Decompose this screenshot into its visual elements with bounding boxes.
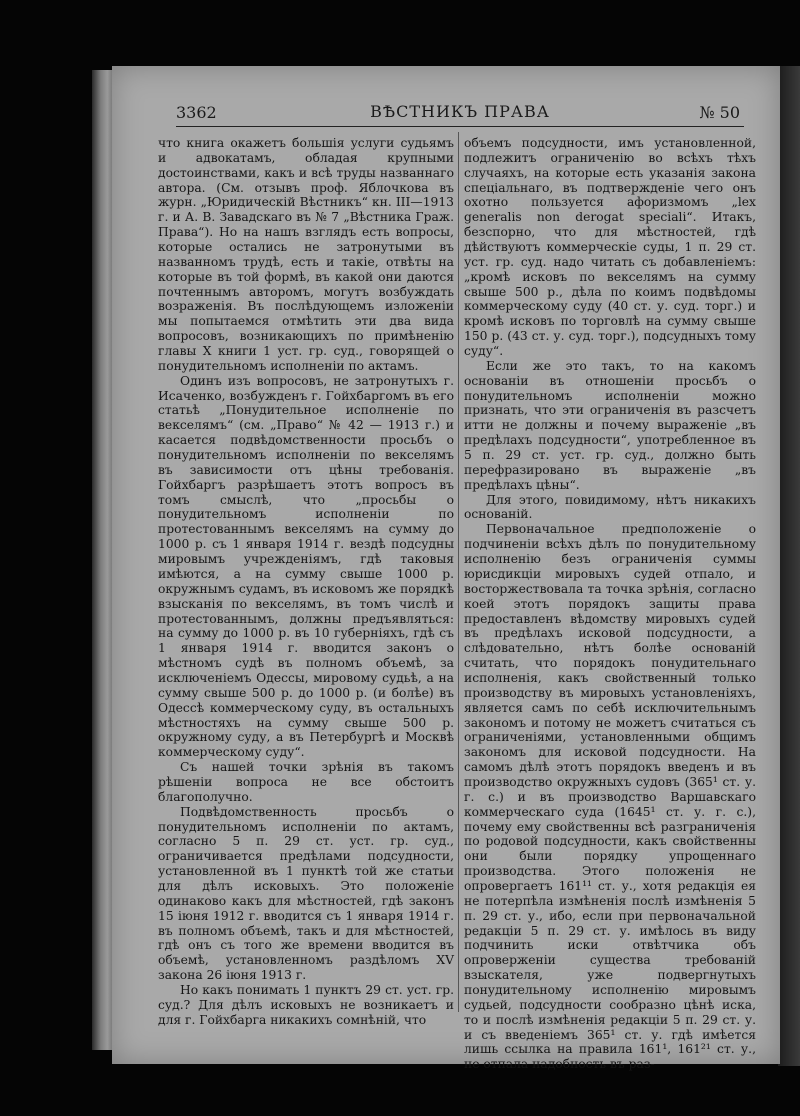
paragraph: Если же это такъ, то на какомъ основаніи въ отношеніи просьбъ о понудительномъ исполненіи можно признать, что эти ограниченія въ разсчетъ итти не должны и почему выраженіе „въ предѣлахъ подсудности“, употребленное въ 5 п. 29 ст. уст. гр. суд., должно быть перефразировано въ выраженіе „въ предѣлахъ цѣны“. <box>464 358 756 492</box>
running-header <box>176 100 744 127</box>
book-spine <box>92 70 114 1050</box>
paragraph: Но какъ понимать 1 пунктъ 29 ст. уст. гр. суд.? Для дѣлъ исковыхъ не возникаетъ и для г. Гойхбарга никакихъ сомнѣній, что <box>158 982 454 1027</box>
column-divider <box>458 132 459 1012</box>
paragraph: Для этого, повидимому, нѣтъ никакихъ основаній. <box>464 492 756 522</box>
paragraph: что книга окажетъ большія услуги судьямъ и адвокатамъ, обладая крупными достоинствами, какъ и всѣ труды названнаго автора. (См. отзывъ проф. Яблочкова въ журн. „Юридическій Вѣстникъ“ кн. III—1913 г. и А. В. Завадскаго въ № 7 „Вѣстника Граж. Права“). Но на нашъ взглядъ есть вопросы, которые остались не затронутыми въ названномъ трудѣ, есть и такіе, отвѣты на которые въ той формѣ, въ какой они даются почтеннымъ авторомъ, могутъ возбуждать возраженія. Въ послѣдующемъ изложеніи мы попытаемся отмѣтить эти два вида вопросовъ, возникающихъ по примѣненію главы X книги 1 уст. гр. суд., говорящей о понудительномъ исполненіи по актамъ. <box>158 136 454 373</box>
paragraph: Одинъ изъ вопросовъ, не затронутыхъ г. Исаченко, возбужденъ г. Гойхбаргомъ въ его статьѣ „Понудительное исполненіе по векселямъ“ (см. „Право“ № 42 — 1913 г.) и касается подвѣдомственности просьбъ о понудительномъ исполненіи по векселямъ въ зависимости отъ цѣны требованія. Гойхбаргъ разрѣшаетъ этотъ вопросъ въ томъ смыслѣ, что „просьбы о понудительномъ исполненіи по протестованнымъ векселямъ на сумму до 1000 р. съ 1 января 1914 г. вездѣ подсудны мировымъ учрежденіямъ, гдѣ таковыя имѣются, а на сумму свыше 1000 р. окружнымъ судамъ, въ исковомъ же порядкѣ взысканія по векселямъ, въ томъ числѣ и протестованнымъ, должны предъявляться: на сумму до 1000 р. въ 10 губерніяхъ, гдѣ съ 1 января 1914 г. вводится законъ о мѣстномъ судѣ въ полномъ объемѣ, за исключеніемъ Одессы, мировому судьѣ, а на сумму свыше 500 р. до 1000 р. (и болѣе) въ Одессѣ коммерческому суду, въ остальныхъ мѣстностяхъ на сумму свыше 500 р. окружному суду, а въ Петербургѣ и Москвѣ коммерческому суду“. <box>158 373 454 760</box>
issue-number: № 50 <box>699 103 740 122</box>
paragraph: Первоначальное предположеніе о подчиненіи всѣхъ дѣлъ по понудительному исполненію безъ ограниченія суммы юрисдикціи мировыхъ судей отпало, и восторжествовала та точка зрѣнія, согласно коей этотъ порядокъ защиты права предоставленъ вѣдомству мировыхъ судей въ предѣлахъ исковой подсудности, а слѣдовательно, нѣтъ болѣе основаній считать, что порядокъ понудительнаго исполненія, какъ свойственный только производству въ мировыхъ установленіяхъ, является самъ по себѣ исключительнымъ закономъ и потому не можетъ считаться съ ограниченіями, установленными общимъ закономъ для исковой подсудности. На самомъ дѣлѣ этотъ порядокъ введенъ и въ производство окружныхъ судовъ (365¹ ст. у. г. с.) и въ производство Варшавскаго коммерческаго суда (1645¹ ст. у. г. с.), почему ему свойственны всѣ разграниченія по родовой подсудности, какъ свойственны они были порядку упрощеннаго производства. Этого положенія не опровергаетъ 161¹¹ ст. у., хотя редакція ея не потерпѣла измѣненія послѣ измѣненія 5 п. 29 ст. у., ибо, если при первоначальной редакціи 5 п. 29 ст. у. имѣлось въ виду подчинить иски отвѣтчика объ опроверженіи существа требованій взыскателя, уже подвергнутыхъ понудительному исполненію мировымъ судьей, подсудности сообразно цѣнѣ иска, то и послѣ измѣненія редакціи 5 п. 29 ст. у. и съ введеніемъ 365¹ ст. у. гдѣ имѣется лишь ссылка на правила 161¹, 161²¹ ст. у., не отпала надобность въ раз- <box>464 522 756 1072</box>
paragraph: Подвѣдомственность просьбъ о понудительномъ исполненіи по актамъ, согласно 5 п. 29 ст. уст. гр. суд., ограничивается предѣлами подсудности, установленной въ 1 пунктѣ той же статьи для дѣлъ исковыхъ. Это положеніе одинаково какъ для мѣстностей, гдѣ законъ 15 іюня 1912 г. вводится съ 1 января 1914 г. въ полномъ объемѣ, такъ и для мѣстностей, гдѣ онъ съ того же времени вводится въ объемѣ, установленномъ раздѣломъ XV закона 26 іюня 1913 г. <box>158 804 454 983</box>
next-page-edge <box>778 66 800 1066</box>
page-number: 3362 <box>176 103 217 122</box>
right-column <box>464 136 756 1072</box>
journal-title: ВѢСТНИКЪ ПРАВА <box>370 102 550 121</box>
paragraph: объемъ подсудности, имъ установленной, подлежитъ ограниченію во всѣхъ тѣхъ случаяхъ, на которые есть указанія закона спеціальнаго, въ подтвержденіе чего онъ охотно пользуется афоризмомъ „lex generalis non derogat speciali“. Итакъ, безспорно, что для мѣстностей, гдѣ дѣйствуютъ коммерческіе суды, 1 п. 29 ст. уст. гр. суд. надо читать съ добавленіемъ: „кромѣ исковъ по векселямъ на сумму свыше 500 р., дѣла по коимъ подвѣдомы коммерческому суду (40 ст. у. суд. торг.) и кромѣ исковъ по торговлѣ на сумму свыше 150 р. (43 ст. у. суд. торг.), подсудныхъ тому суду“. <box>464 136 756 359</box>
left-column <box>158 136 454 1028</box>
book-page <box>112 66 780 1072</box>
paragraph: Съ нашей точки зрѣнія въ такомъ рѣшеніи вопроса не все обстоитъ благополучно. <box>158 760 454 804</box>
